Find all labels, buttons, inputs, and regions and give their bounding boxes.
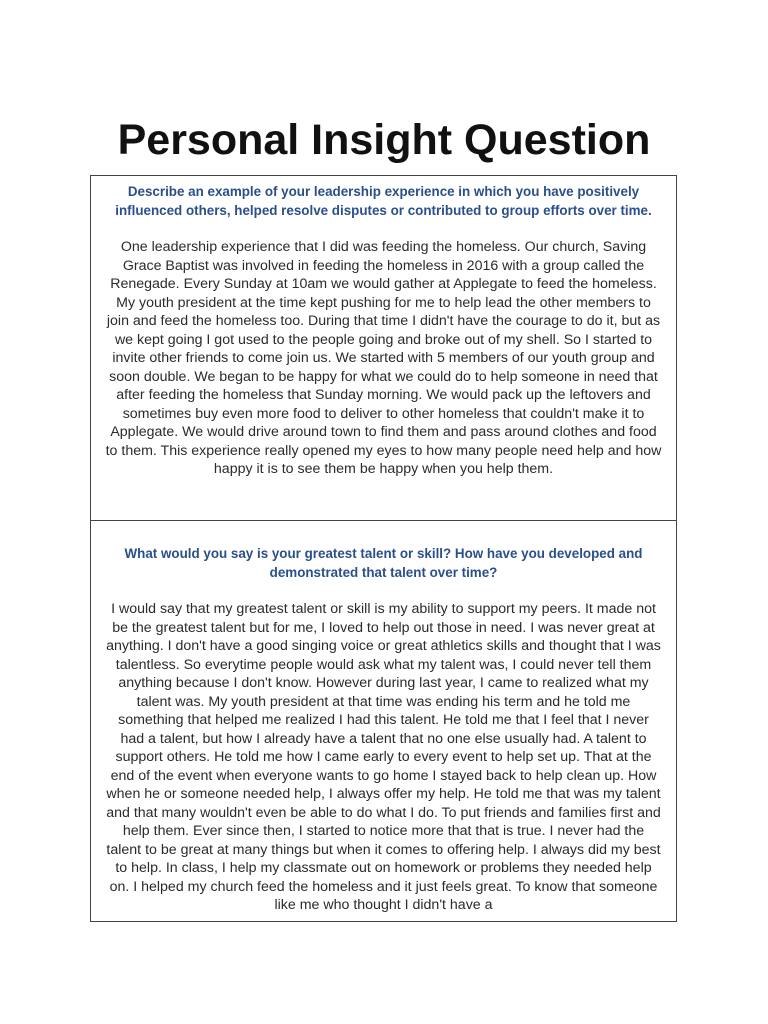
question-cell-leadership [91,176,676,521]
question-answer: I would say that my greatest talent or skill is my ability to support my peers. It made not be the greatest talent but for me, I loved to help out those in need. I was never great at anything. I don't have a good singing voice or great athletics skills and thought that I was talentless. So everytime people would ask what my talent was, I could never tell them anything because I don't know. However during last year, I came to realized what my talent was. My youth president at that time was ending his term and he told me something that helped me realized I had this talent. He told me that I feel that I never had a talent, but how I already have a talent that no one else usually had. A talent to support others. He told me how I came early to every event to help set up. That at the end of the event when everyone wants to go home I stayed back to help clean up. How when he or someone needed help, I always offer my help. He told me that was my talent and that many wouldn't even be able to do what I do. To put friends and families first and help them. Ever since then, I started to notice more that that is true. I never had the talent to be great at many things but when it comes to offering help. I always did my best to help. In class, I help my classmate out on homework or problems they needed help on. I helped my church feed the homeless and it just feels great. To know that someone like me who thought I didn't have a [106,601,661,913]
page-title: Personal Insight Question [117,116,651,164]
question-cell-talent [91,521,676,921]
question-answer: One leadership experience that I did was feeding the homeless. Our church, Saving Grace Baptist was involved in feeding the homeless in 2016 with a group called the Renegade. Every Sunday at 10am we would gather at Applegate to feed the homeless. My youth president at the time kept pushing for me to help lead the other members to join and feed the homeless too. During that time I didn't have the courage to do it, but as we kept going I got used to the people going and broke out of my shell. So I started to invite other friends to come join us. We started with 5 members of our youth group and soon double. We began to be happy for what we could do to help someone in need that after feeding the homeless that Sunday morning. We would pack up the leftovers and sometimes buy even more food to deliver to other homeless that couldn't make it to Applegate. We would drive around town to find them and pass around clothes and food to them. This experience really opened my eyes to how many people need help and how happy it is to see them be happy when you help them. [105,239,662,477]
question-prompt: What would you say is your greatest talent or skill? How have you developed and demonstrated that talent over time? [124,546,643,580]
question-table [90,175,677,922]
question-prompt: Describe an example of your leadership experience in which you have positively influenced others, helped resolve disputes or contributed to group efforts over time. [115,184,652,218]
